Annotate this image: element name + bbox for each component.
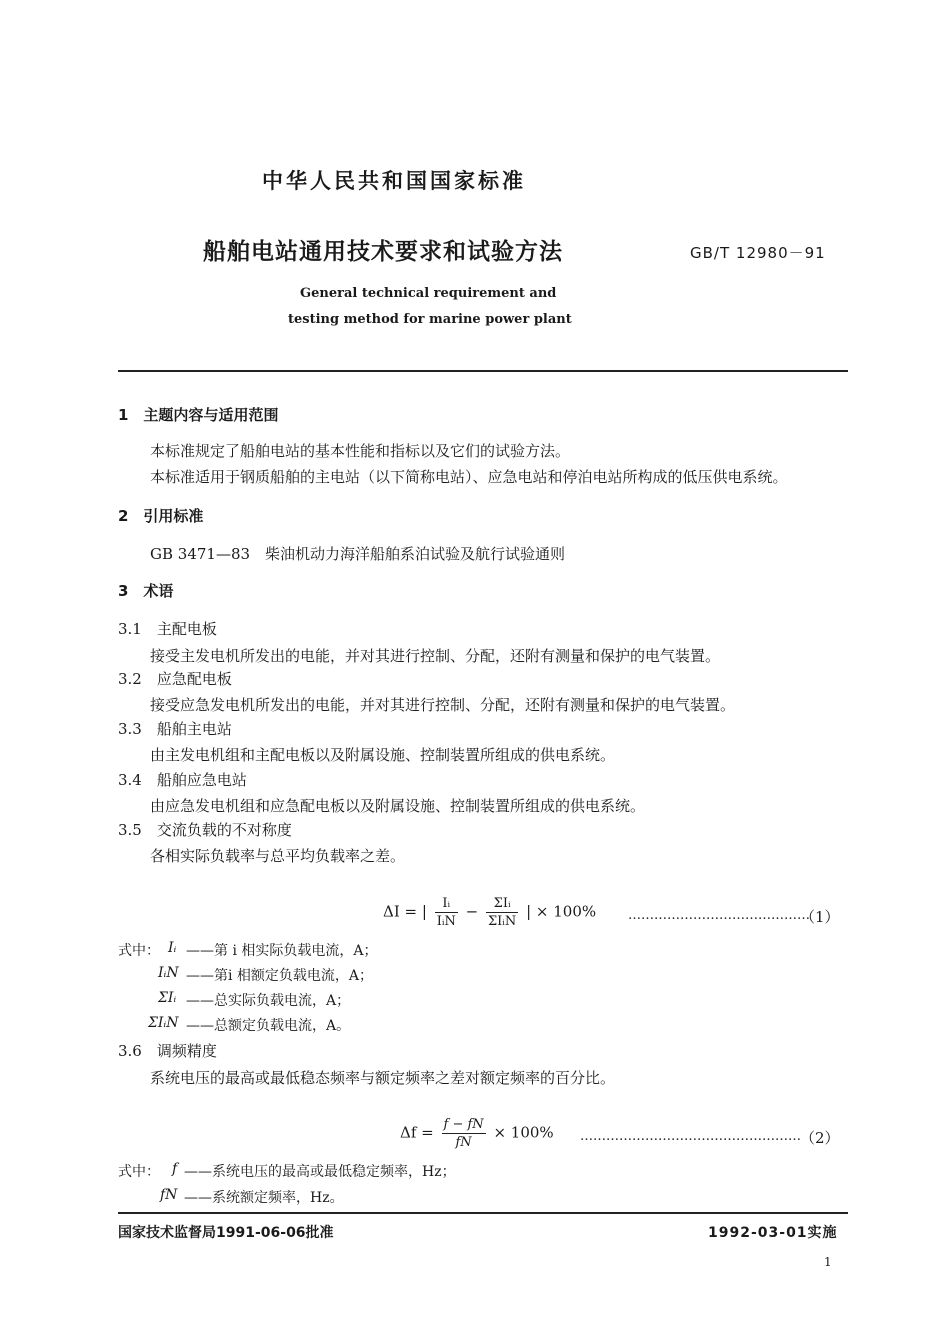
formula-1-minus: − (465, 902, 479, 921)
formula-2-def-2-symbol: fN (160, 1187, 178, 1203)
formula-2-denominator: fN (455, 1135, 472, 1150)
term-3-5-title: 3.5 交流负载的不对称度 (118, 821, 292, 839)
formula-1-fraction-1 (435, 897, 458, 928)
formula-1-number: （1） (800, 908, 840, 926)
term-3-3-body: 由主发电机组和主配电板以及附属设施、控制装置所组成的供电系统。 (150, 746, 616, 764)
formula-1-frac2-numerator: ΣIᵢ (486, 897, 518, 913)
formula-1-rhs: | × 100% (526, 902, 597, 921)
section-2-heading: 2 引用标准 (118, 507, 204, 525)
formula-1-where-label: 式中： (118, 943, 160, 959)
term-3-4-body: 由应急发电机组和应急配电板以及附属设施、控制装置所组成的供电系统。 (150, 797, 646, 815)
formula-2-def-1-symbol: f (172, 1161, 178, 1177)
header-divider (118, 370, 848, 372)
section-1-heading: 1 主题内容与适用范围 (118, 406, 279, 424)
formula-1-leader-dots: …………………………………… (628, 908, 810, 923)
approval-date: 国家技术监督局1991-06-06批准 (118, 1225, 334, 1241)
term-3-2-body: 接受应急发电机所发出的电能，并对其进行控制、分配，还附有测量和保护的电气装置。 (150, 696, 736, 714)
section-1-paragraph-2: 本标准适用于钢质船舶的主电站（以下简称电站）、应急电站和停泊电站所构成的低压供电系统。 (150, 468, 788, 486)
section-1-paragraph-1: 本标准规定了船舶电站的基本性能和指标以及它们的试验方法。 (150, 442, 571, 460)
formula-1-def-1-symbol: Iᵢ (168, 940, 177, 956)
term-3-4-title: 3.4 船舶应急电站 (118, 771, 247, 789)
referenced-standard: GB 3471—83 柴油机动力海洋船舶系泊试验及航行试验通则 (150, 545, 566, 563)
term-3-1-body: 接受主发电机所发出的电能，并对其进行控制、分配，还附有测量和保护的电气装置。 (150, 647, 721, 665)
term-3-5-body: 各相实际负载率与总平均负载率之差。 (150, 847, 406, 865)
term-3-2-title: 3.2 应急配电板 (118, 670, 232, 688)
formula-2-def-1-text: ——系统电压的最高或最低稳定频率，Hz； (184, 1164, 456, 1180)
formula-1-frac1-numerator: Iᵢ (435, 897, 458, 913)
formula-2-number: （2） (800, 1129, 840, 1147)
formula-1-def-3-symbol: ΣIᵢ (158, 990, 177, 1006)
formula-2-rhs: × 100% (493, 1123, 554, 1142)
formula-1-def-4-text: ——总额定负载电流，A。 (186, 1018, 351, 1034)
formula-2-fraction (442, 1118, 486, 1149)
formula-2-numerator: f − fN (443, 1117, 484, 1132)
implementation-date: 1992-03-01实施 (708, 1225, 838, 1241)
formula-1-def-1-text: ——第 i 相实际负载电流，A； (186, 943, 378, 959)
english-title-line2: testing method for marine power plant (288, 312, 572, 327)
footer-divider (118, 1212, 848, 1214)
formula-1-fraction-2 (486, 897, 518, 928)
term-3-1-title: 3.1 主配电板 (118, 620, 217, 638)
term-3-6-title: 3.6 调频精度 (118, 1042, 217, 1060)
formula-2-lhs: Δf = (400, 1123, 434, 1142)
formula-1-def-2-text: ——第i 相额定负载电流，A； (186, 968, 374, 984)
term-3-6-body: 系统电压的最高或最低稳态频率与额定频率之差对额定频率的百分比。 (150, 1069, 616, 1087)
english-title-line1: General technical requirement and (300, 286, 557, 301)
formula-2 (400, 1118, 554, 1149)
formula-2-def-2-text: ——系统额定频率，Hz。 (184, 1190, 344, 1206)
national-standard-heading: 中华人民共和国国家标准 (262, 169, 526, 193)
formula-1-def-2-symbol: IᵢN (158, 965, 179, 981)
document-title: 船舶电站通用技术要求和试验方法 (203, 239, 563, 265)
formula-1-frac1-denominator: IᵢN (436, 914, 456, 929)
formula-1-frac2-denominator: ΣIᵢN (487, 914, 517, 929)
formula-1-def-4-symbol: ΣIᵢN (148, 1015, 179, 1031)
formula-1-def-3-text: ——总实际负载电流，A； (186, 993, 351, 1009)
page-number: 1 (824, 1255, 832, 1269)
formula-2-leader-dots: …………………………………………… (580, 1129, 801, 1144)
formula-1 (383, 897, 596, 928)
section-3-heading: 3 术语 (118, 582, 174, 600)
standard-number: GB/T 12980－91 (690, 244, 826, 262)
formula-2-where-label: 式中： (118, 1164, 160, 1180)
formula-1-lhs: ΔI = | (383, 902, 427, 921)
term-3-3-title: 3.3 船舶主电站 (118, 720, 232, 738)
